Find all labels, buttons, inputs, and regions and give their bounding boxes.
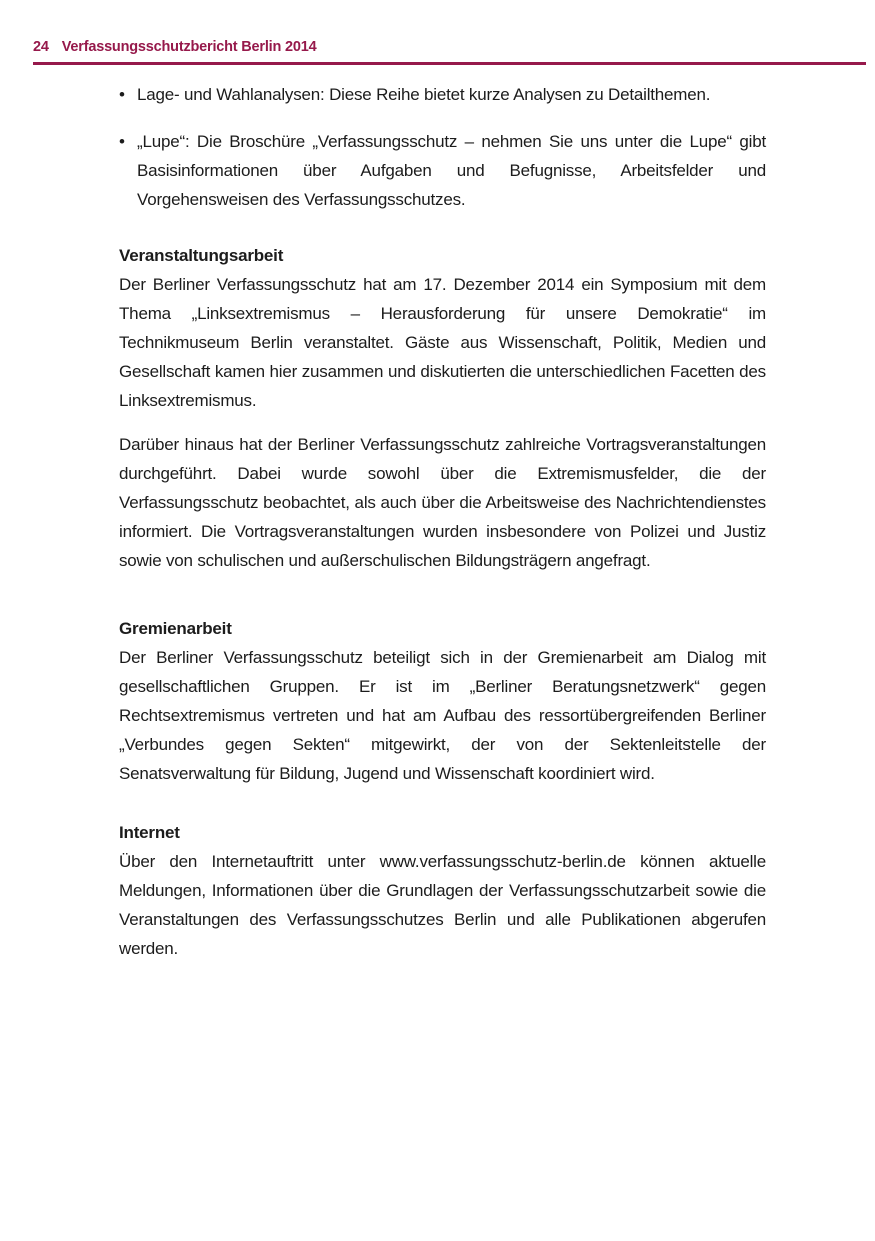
section-heading: Veranstaltungsarbeit [119,246,284,265]
paragraph: Der Berliner Verfassungsschutz beteiligt sich in der Gremienarbeit am Dialog mit gesellschaftlichen Gruppen. Er ist im „Berliner Beratungsnetzwerk“ gegen Rechtsextremismus vertreten und hat am Aufbau des ressortübergreifenden Berliner „Verbundes gegen Sekten“ mitgewirkt, der von der Sektenleitstelle der Senatsverwaltung für Bildung, Jugend und Wissenschaft koordiniert wird. [119,648,766,783]
paragraph: Über den Internetauftritt unter www.verfassungsschutz-berlin.de können aktuelle Meldungen, Informationen über die Grundlagen der Verfassungsschutzarbeit sowie die Veranstaltungen des Verfassungsschutzes Berlin und alle Publikationen abgerufen werden. [119,852,766,958]
list-item-text: Lage- und Wahlanalysen: Diese Reihe bietet kurze Analysen zu Detailthemen. [137,85,711,104]
section-veranstaltungsarbeit [119,241,766,575]
paragraph: Der Berliner Verfassungsschutz hat am 17. Dezember 2014 ein Symposium mit dem Thema „Linksextremismus – Herausforderung für unsere Demokratie“ im Technikmuseum Berlin veranstaltet. Gäste aus Wissenschaft, Politik, Medien und Gesellschaft kamen hier zusammen und diskutierten die unterschiedlichen Facetten des Linksextremismus. [119,275,766,410]
page-number: 24 [33,39,49,55]
page-header [33,39,316,55]
publication-bullet-list [119,80,766,214]
page-content [119,80,766,963]
bullet-icon: • [119,132,125,151]
paragraph: Darüber hinaus hat der Berliner Verfassungsschutz zahlreiche Vortragsveranstaltungen durchgeführt. Dabei wurde sowohl über die Extremismusfelder, die der Verfassungsschutz beobachtet, als auch über die Arbeitsweise des Nachrichtendienstes informiert. Die Vortragsveranstaltungen wurden insbesondere von Polizei und Justiz sowie von schulischen und außerschulischen Bildungsträgern angefragt. [119,435,766,570]
bullet-icon: • [119,85,125,104]
header-rule [33,62,866,65]
section-heading: Gremienarbeit [119,619,232,638]
section-internet [119,818,766,963]
list-item [119,80,766,109]
section-heading: Internet [119,823,180,842]
section-gremienarbeit [119,614,766,788]
list-item-text: „Lupe“: Die Broschüre „Verfassungsschutz – nehmen Sie uns unter die Lupe“ gibt Basisinformationen über Aufgaben und Befugnisse, Arbeitsfelder und Vorgehensweisen des Verfassungsschutzes. [137,132,766,209]
list-item [119,127,766,214]
page-header-title: Verfassungsschutzbericht Berlin 2014 [61,39,317,55]
